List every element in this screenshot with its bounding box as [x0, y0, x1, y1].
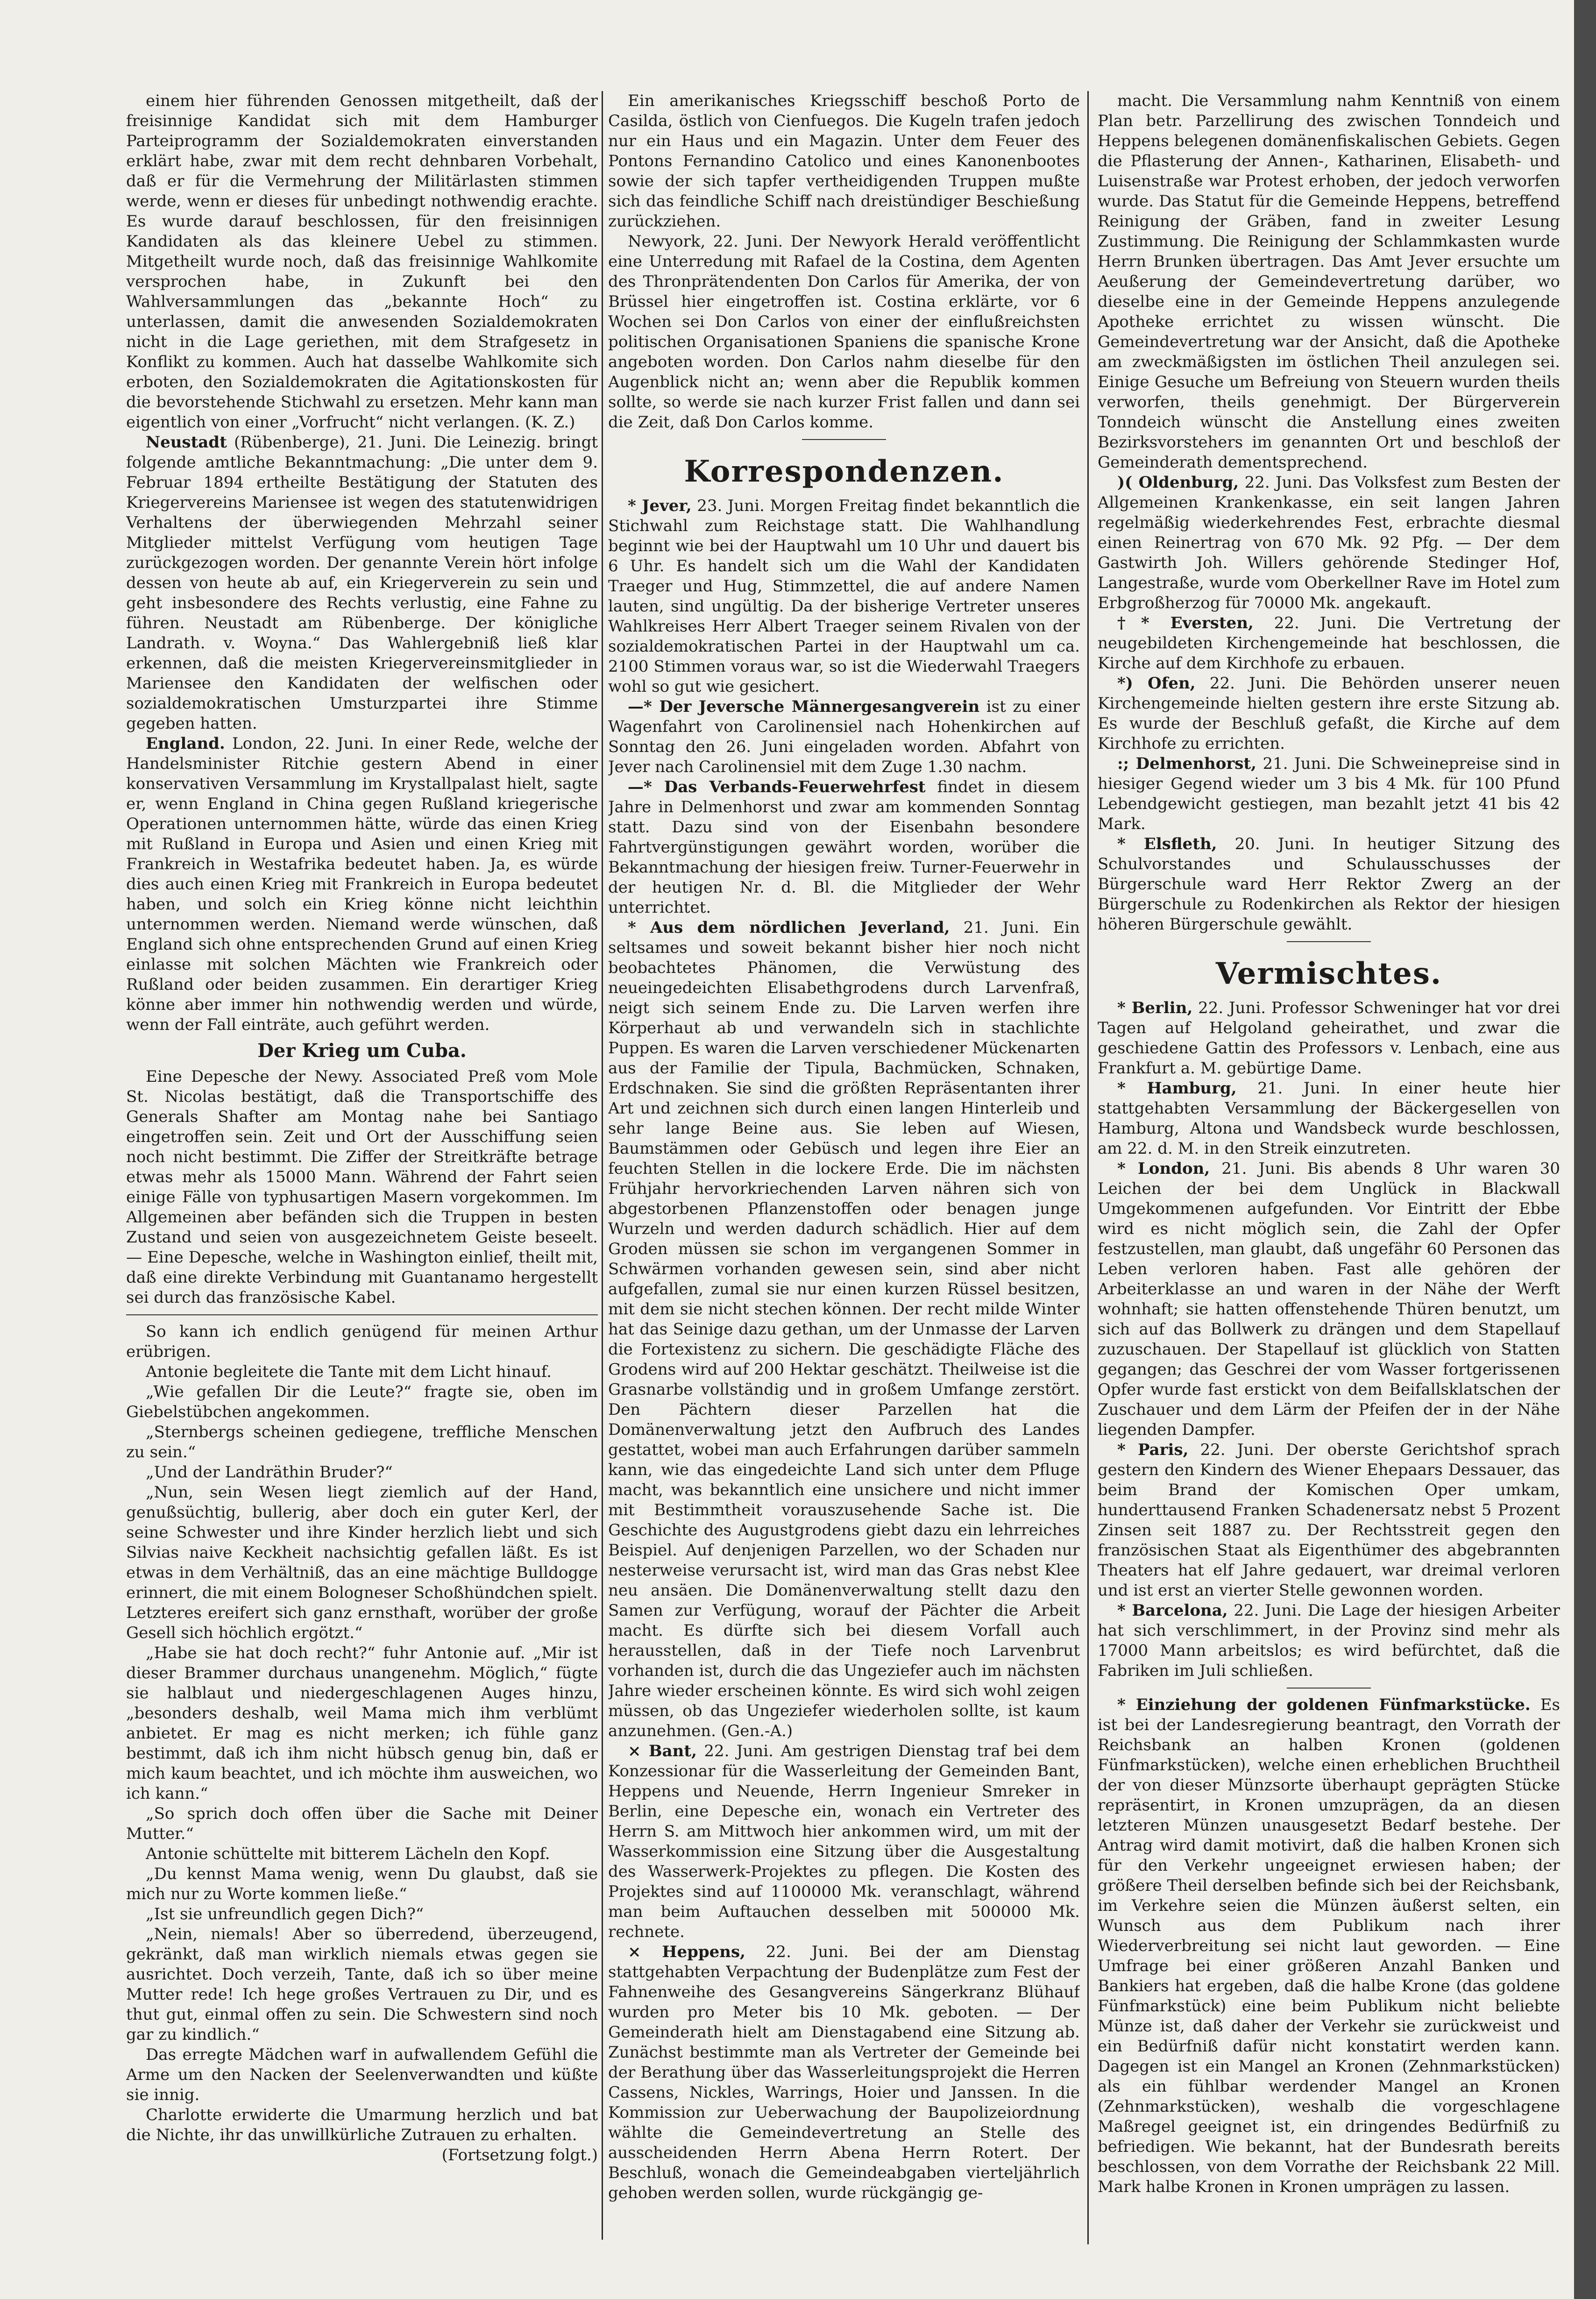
article-text: 21. Juni. Ein seltsames und soweit bekannt bisher hier noch nicht beobachtetes Phänomen, die Verwüstung des neueingedeichten Elisabethgrodens durch Larvenfraß, neigt sich seinem Ende zu. Die Larven werfen ihre Körperhaut ab und verwandeln sich in stachlichte Puppen. Es waren die Larven verschiedener Mückenarten aus der Familie der Tipula, Bachmücken, Schnaken, Erdschnaken. Sie sind die größten Repräsentanten ihrer Art und zeichnen sich durch einen langen Hinterleib und sehr lange Beine aus. Sie leben auf Wiesen, Baumstämmen oder Gebüsch und legen ihre Eier an feuchten Stellen in die lockere Erde. Die im nächsten Frühjahr hervorkriechenden Larven nähren sich von abgestorbenen Pflanzenstoffen oder benagen junge Wurzeln und werden dadurch schädlich. Hier auf dem Groden müssen sie schon im vergangenen Sommer in Schwärmen vorhanden gewesen sein, sind aber nicht aufgefallen, zumal sie nur einen kurzen Rüssel besitzen, mit dem sie nicht stechen können. Der recht milde Winter hat das Seinige dazu gethan, um der Unmasse der Larven die Fortexistenz zu sichern. Die geschädigte Fläche des Grodens wird auf 200 Hektar geschätzt. Theilweise ist die Grasnarbe vollständig und in großem Umfange zerstört. Den Pächtern dieser Parzellen hat die Domänenverwaltung jetzt den Aufbruch des Landes gestattet, wobei man auch Erfahrungen darüber sammeln kann, wie das eingedeichte Land sich unter dem Pfluge macht, was bekanntlich eine unsichere und nicht immer mit Bestimmtheit vorauszusehende Sache ist. Die Geschichte des Augustgrodens giebt dazu ein lehrreiches Beispiel. Auf denjenigen Parzellen, wo der Schaden nur nesterweise verursacht ist, wird man das Gras nebst Klee neu ansäen. Die Domänenverwaltung stellt dazu den Samen zur Verfügung, worauf der Pächter die Arbeit macht. Es dürfte sich bei diesem Vorfall auch herausstellen, daß in der Tiefe noch Larvenbrut vorhanden ist, durch die das Ungeziefer auch im nächsten Jahre wieder erscheinen könnte. Es wird sich wohl zeigen müssen, ob das Ungeziefer wiederholen sollte, ist kaum anzunehmen. (Gen.-A.) [608, 918, 1080, 1740]
article-paragraph [608, 496, 1080, 697]
dateline: †* Eversten, [1117, 614, 1254, 632]
column-rule-2 [1087, 91, 1089, 2244]
dateline: )( Oldenburg, [1117, 473, 1239, 492]
article-paragraph [608, 1942, 1080, 2203]
article-paragraph [1098, 1440, 1560, 1601]
article-paragraph [608, 697, 1080, 777]
feuilleton-paragraph: „Ist sie unfreundlich gegen Dich?“ [146, 1905, 424, 1923]
dateline: * Aus dem nördlichen Jeverland, [628, 918, 950, 937]
article-text: (Rübenberge), 21. Juni. Die Leinezig. bringt folgende amtliche Bekanntmachung: „Die unter dem 9. Februar 1894 ertheilte Bestätigung der Statuten des Kriegervereins Mariensee ist wegen des statutenwidrigen Verhaltens der überwiegenden Mehrzahl seiner Mitglieder mittelst Verfügung vom heutigen Tage zurückgezogen worden. Der genannte Verein hört infolge dessen von heute ab auf, ein Kriegerverein zu sein und geht insbesondere des Rechts verlustig, eine Fahne zu führen. Neustadt am Rübenberge. Der königliche Landrath. v. Woyna.“ Das Wahlergebniß ließ klar erkennen, daß die meisten Kriegervereinsmitglieder in Mariensee den Kandidaten der welfischen oder sozialdemokratischen Umsturzpartei ihre Stimme gegeben hatten. [126, 433, 598, 733]
section-heading-vermischtes: Vermischtes. [1215, 956, 1442, 991]
article-text: 22. Juni. Die Behörden unserer neuen Kirchengemeinde hielten gestern ihre erste Sitzung ab. Es wurde der Beschluß gefaßt, die Kirche auf dem Kirchhofe zu errichten. [1098, 674, 1560, 753]
dateline: * Elsfleth, [1117, 835, 1217, 853]
dateline: * Berlin, [1117, 999, 1193, 1017]
article-paragraph [1098, 834, 1560, 935]
feuilleton-paragraph: Charlotte erwiderte die Umarmung herzlich und bat die Nichte, ihr das unwillkürliche Zutrauen zu erhalten. [126, 2106, 598, 2144]
article-paragraph: einem hier führenden Genossen mitgetheilt, daß der freisinnige Kandidat sich mit dem Hamburger Parteiprogramm der Sozialdemokraten einverstanden erklärt habe, zwar mit dem recht dehnbaren Vorbehalt, daß er für die Vermehrung der Militärlasten stimmen werde, wenn er dieses für unbedingt nothwendig erachte. Es wurde darauf beschlossen, für den freisinnigen Kandidaten als das kleinere Uebel zu stimmen. Mitgetheilt wurde noch, daß das freisinnige Wahlkomite versprochen habe, in Zukunft bei den Wahlversammlungen das „bekannte Hoch“ zu unterlassen, damit die anwesenden Sozialdemokraten nicht in die Lage geriethen, mit dem Strafgesetz in Konflikt zu kommen. Auch hat dasselbe Wahlkomite sich erboten, den Sozialdemokraten die Agitationskosten für die bevorstehende Stichwahl zu ersetzen. Mehr kann man eigentlich von einer „Vorfrucht“ nicht verlangen. (K. Z.) [126, 92, 598, 432]
feuilleton-paragraph: „Habe sie hat doch recht?“ fuhr Antonie auf. „Mir ist dieser Brammer durchaus unangenehm. Möglich,“ fügte sie halblaut und niedergeschlagenen Auges hinzu, „besonders deshalb, weil Mama mich ihm verblümt anbietet. Er mag es nicht merken; ich fühle ganz bestimmt, daß ich ihm nicht hübsch genug bin, daß er mich kaum beachtet, und ich möchte ihm ausweichen, wo ich kann.“ [126, 1644, 598, 1803]
article-paragraph [126, 433, 598, 734]
article-text: ist zu einer Wagenfahrt von Carolinensiel nach Hohenkirchen auf Sonntag den 26. Juni eingeladen worden. Abfahrt von Jever nach Carolinensiel mit dem Zuge 1.30 nachm. [608, 697, 1080, 776]
dateline: ⨯ Heppens, [628, 1943, 745, 1961]
article-paragraph [1098, 674, 1560, 754]
scan-edge [1574, 0, 1596, 2299]
dateline: * London, [1117, 1159, 1210, 1178]
article-paragraph: Ein amerikanisches Kriegsschiff beschoß Porto de Casilda, östlich von Cienfuegos. Die Kugeln trafen jedoch nur ein Haus und ein Magazin. Unter dem Feuer des Pontons Fernandino Catolico und eines Kanonenbootes sowie der sich tapfer vertheidigenden Truppen mußte sich das feindliche Schiff nach dreistündiger Beschießung zurückziehen. [608, 92, 1080, 231]
article-paragraph [1098, 613, 1560, 674]
article-text: 21. Juni. Bis abends 8 Uhr waren 30 Leichen der bei dem Unglück in Blackwall Umgekommenen aufgefunden. Vor Eintritt der Ebbe wird es nicht möglich sein, die Zahl der Opfer festzustellen, man glaubt, daß ungefähr 60 Personen das Leben verloren haben. Fast alle gehören der Arbeiterklasse an und waren in der Nähe der Werft wohnhaft; sie hatten offenstehende Thüren benutzt, um sich auf das Bollwerk zu drängen und dem Stapellauf zuzuschauen. Der Stapellauf ist glücklich von Statten gegangen; das Geschrei der vom Wasser fortgerissenen Opfer wurde fast erstickt von dem Beifallsklatschen der Zuschauer und dem Lärm der Pfeifen der in der Nähe liegenden Dampfer. [1098, 1159, 1560, 1439]
article-paragraph: Newyork, 22. Juni. Der Newyork Herald veröffentlicht eine Unterredung mit Rafael de la Costina, dem Agenten des Thronprätendenten Don Carlos für Amerika, der von Brüssel hier eingetroffen ist. Costina erklärte, vor 6 Wochen sei Don Carlos von einer der einflußreichsten politischen Organisationen Spaniens die spanische Krone angeboten worden. Don Carlos nahm dieselbe für den Augenblick nicht an; wenn aber die Republik kommen sollte, so werde sie nach kurzer Frist fallen und dann sei die Zeit, daß Don Carlos komme. [608, 232, 1080, 432]
article-paragraph [1098, 473, 1560, 613]
continuation-note: (Fortsetzung folgt.) [441, 2146, 598, 2164]
article-paragraph [1098, 1159, 1560, 1440]
article-text: 22. Juni. Das Volksfest zum Besten der Allgemeinen Krankenkasse, ein seit langen Jahren regelmäßig wiederkehrendes Fest, erbrachte diesmal einen Reinertrag von 670 Mk. 92 Pfg. — Der dem Gastwirth Joh. Willers gehörende Stedinger Hof, Langestraße, wurde vom Oberkellner Rave im Hotel zum Erbgroßherzog für 70000 Mk. angekauft. [1098, 473, 1560, 612]
section-heading-cuba: Der Krieg um Cuba. [257, 1040, 467, 1062]
feuilleton-paragraph: „Wie gefallen Dir die Leute?“ fragte sie, oben im Giebelstübchen angekommen. [126, 1383, 598, 1421]
article-paragraph [1098, 1695, 1560, 2197]
feuilleton-paragraph: „Du kennst Mama wenig, wenn Du glaubst, daß sie mich nur zu Worte kommen ließe.“ [126, 1865, 598, 1903]
dateline: —* Das Verbands-Feuerwehrfest [628, 778, 926, 796]
article-paragraph [1098, 998, 1560, 1079]
article-text: Es ist bei der Landesregierung beantragt, den Vorrath der Reichsbank an halben Kronen (goldenen Fünfmarkstücken), welche einen erheblichen Bruchtheil der von dieser Münzsorte überhaupt geprägten Stücke repräsentirt, in Kronen umzuprägen, da an diesen letzteren Münzen unausgesetzt Bedarf bestehe. Der Antrag wird damit motivirt, daß die halben Kronen sich für den Verkehr ungeeignet erwiesen haben; der größere Theil derselben befinde sich bei der Reichsbank, im Verkehre seien die Münzen äußerst selten, ein Wunsch aus dem Publikum nach ihrer Wiederverbreitung sei nicht laut geworden. — Eine Umfrage bei einer größeren Anzahl Banken und Bankiers hat ergeben, daß die halbe Krone (das goldene Fünfmarkstück) eine beim Publikum nicht beliebte Münze ist, daß daher der Verkehr sie zurückweist und ein Bedürfniß dafür nicht konstatirt werden kann. Dagegen ist ein Mangel an Kronen (Zehnmarkstücken) als ein fühlbar werdender Mangel an Kronen (Zehnmarkstücken), weshalb die vorgeschlagene Maßregel geeignet ist, ein dringendes Bedürfniß zu befriedigen. Wie bekannt, hat der Bundesrath bereits beschlossen, von dem Vorrathe der Reichsbank 22 Mill. Mark halbe Kronen in Kronen umprägen zu lassen. [1098, 1696, 1560, 2196]
dateline: *) Ofen, [1117, 674, 1196, 693]
dateline: :; Delmenhorst, [1117, 754, 1256, 773]
dateline: * Barcelona, [1117, 1601, 1228, 1620]
article-text: London, 22. Juni. In einer Rede, welche der Handelsminister Ritchie gestern Abend in einer konservativen Versammlung im Krystallpalast hielt, sagte er, wenn England in China gegen Rußland kriegerische Operationen unternommen hätte, würde das einen Krieg mit Rußland in Europa und Asien und einen Krieg mit Frankreich in Westafrika bedeutet haben. Ja, es würde dies auch einen Krieg mit Frankreich in Europa bedeutet haben, und solch ein Krieg könne nicht leichthin unternommen werden. Niemand werde wünschen, daß England sich ohne entsprechenden Grund auf einen Krieg einlasse mit solchen Mächten wie Frankreich oder Rußland oder beiden zusammen. Ein derartiger Krieg könne aber immer hin nothwendig werden und würde, wenn der Fall einträte, auch geführt werden. [126, 734, 598, 1034]
feuilleton-paragraph: Antonie schüttelte mit bitterem Lächeln den Kopf. [146, 1845, 550, 1863]
article-text: 22. Juni. Die Lage der hiesigen Arbeiter hat sich verschlimmert, in der Provinz sind mehr als 17000 Mann arbeitslos; es wird befürchtet, daß die Fabriken im Juli schließen. [1098, 1601, 1560, 1680]
article-text: 21. Juni. In einer heute hier stattgehabten Versammlung der Bäckergesellen von Hamburg, Altona und Wandsbeck wurde beschlossen, am 22. d. M. in den Streik einzutreten. [1098, 1079, 1560, 1158]
column-left [126, 91, 598, 2240]
section-heading-korrespondenzen: Korrespondenzen. [684, 454, 1004, 489]
feuilleton-separator [126, 1314, 598, 1315]
article-text: 20. Juni. In heutiger Sitzung des Schulvorstandes und Schulausschusses der Bürgerschule ward Herr Rektor Zwerg an der Bürgerschule zu Rodenkirchen als Rektor der hiesigen höheren Bürgerschule gewählt. [1098, 835, 1560, 934]
article-paragraph [608, 1741, 1080, 1942]
section-divider [1287, 941, 1371, 942]
article-paragraph [608, 777, 1080, 918]
dateline: England. [146, 734, 225, 753]
article-text: findet in diesem Jahre in Delmenhorst und zwar am kommenden Sonntag statt. Dazu sind von der Eisenbahn besondere Fahrtvergünstigungen gewährt worden, worüber die Bekanntmachung der hiesigen freiw. Turner-Feuerwehr in der heutigen Nr. d. Bl. die Mitglieder der Wehr unterrichtet. [608, 778, 1080, 917]
column-right [1098, 91, 1560, 2221]
dateline: Neustadt [146, 433, 227, 452]
feuilleton-paragraph: „Nein, niemals! Aber so überredend, überzeugend, gekränkt, daß man wirklich niemals etwas gegen sie ausrichtet. Doch verzeih, Tante, daß ich so über meine Mutter rede! Ich hege großes Vertrauen zu Dir, und es thut gut, einmal offen zu sein. Die Schwestern sind noch gar zu kindlich.“ [126, 1925, 598, 2044]
article-paragraph [126, 734, 598, 1035]
feuilleton-paragraph: So kann ich endlich genügend für meinen Arthur erübrigen. [126, 1322, 598, 1361]
dateline: * Paris, [1117, 1440, 1189, 1459]
feuilleton-paragraph: „Sternbergs scheinen gediegene, treffliche Menschen zu sein.“ [126, 1423, 598, 1462]
column-middle [608, 91, 1080, 2244]
dateline: * Jever, [628, 497, 692, 515]
section-divider [802, 439, 886, 440]
feuilleton-paragraph: „Nun, sein Wesen liegt ziemlich auf der Hand, genußsüchtig, bullerig, aber doch ein guter Kerl, der seine Schwester und ihre Kinder herzlich liebt und sich Silvias naive Keckheit nachsichtig gefallen läßt. Es ist etwas in dem Verhältniß, das an eine mächtige Bulldogge erinnert, die mit einem Bologneser Schoßhündchen spielt. Letzteres ereifert sich ganz ernsthaft, worüber der große Gesell sich höchlich ergötzt.“ [126, 1483, 598, 1642]
column-rule-1 [602, 91, 603, 2240]
feuilleton-paragraph: „Und der Landräthin Bruder?“ [146, 1463, 393, 1482]
article-paragraph: macht. Die Versammlung nahm Kenntniß von einem Plan betr. Parzellirung des zwischen Tonndeich und Heppens belegenen domänenfiskalischen Gebiets. Gegen die Pflasterung der Annen-, Katharinen, Elisabeth- und Luisenstraße war Protest erhoben, der jedoch verworfen wurde. Das Statut für die Gemeinde Heppens, betreffend Reinigung der Gräben, fand in zweiter Lesung Zustimmung. Die Reinigung der Schlammkasten wurde Herrn Brunken übertragen. Das Amt Jever ersuchte um Aeußerung der Gemeindevertretung darüber, wo dieselbe eine in der Gemeinde Heppens anzulegende Apotheke errichtet zu wissen wünscht. Die Gemeindevertretung war der Ansicht, daß die Apotheke am zweckmäßigsten im östlichen Theil anzulegen sei. Einige Gesuche um Befreiung von Steuern wurden theils verworfen, theils genehmigt. Der Bürgerverein Tonndeich wünscht die Anstellung eines zweiten Bezirksvorstehers im genannten Ort und beschloß der Gemeinderath dementsprechend. [1098, 92, 1560, 472]
article-paragraph: Eine Depesche der Newy. Associated Preß vom Mole St. Nicolas bestätigt, daß die Transportschiffe des Generals Shafter am Montag nahe bei Santiago eingetroffen sein. Zeit und Ort der Ausschiffung seien noch nicht bestimmt. Die Ziffer der Streitkräfte betrage etwas mehr als 15000 Mann. Während der Fahrt seien einige Fälle von typhusartigen Masern vorgekommen. Im Allgemeinen aber befänden sich die Truppen in besten Zustand und seien von ausgezeichnetem Geiste beseelt. — Eine Depesche, welche in Washington einlief, theilt mit, daß eine direkte Verbindung mit Guantanamo hergestellt sei durch das französische Kabel. [126, 1067, 598, 1307]
article-text: 22. Juni. Der oberste Gerichtshof sprach gestern den Kindern des Wiener Ehepaars Dessauer, das beim Brand der Komischen Oper umkam, hunderttausend Franken Schadenersatz nebst 5 Prozent Zinsen seit 1887 zu. Der Rechtsstreit gegen den französischen Staat als Eigenthümer des abgebrannten Theaters hat elf Jahre gedauert, war dreimal verloren und ist erst an vierter Stelle gewonnen worden. [1098, 1440, 1560, 1600]
article-paragraph [1098, 754, 1560, 834]
article-text: 22. Juni. Am gestrigen Dienstag traf bei dem Konzessionar für die Wasserleitung der Gemeinden Bant, Heppens und Neuende, Herrn Ingenieur Smreker in Berlin, eine Depesche ein, wonach ein Vertreter des Herrn S. am Mittwoch hier ankommen wird, um mit der Wasserkommission eine Sitzung über die Ausgestaltung des Wasserwerk-Projektes zu pflegen. Die Kosten des Projektes sind auf 1100000 Mk. veranschlagt, während man beim Auftauchen desselben mit 500000 Mk. rechnete. [608, 1742, 1080, 1941]
dateline: —* Der Jeversche Männergesangverein [628, 697, 980, 716]
dateline: * Einziehung der goldenen Fünfmarkstücke. [1117, 1696, 1531, 1714]
feuilleton-paragraph: „So sprich doch offen über die Sache mit Deiner Mutter.“ [126, 1804, 598, 1843]
article-text: 21. Juni. Die Schweinepreise sind in hiesiger Gegend wieder um 3 bis 4 Mk. für 100 Pfund Lebendgewicht gestiegen, man bezahlt jetzt 41 bis 42 Mark. [1098, 754, 1560, 833]
article-text: 22. Juni. Professor Schweninger hat vor drei Tagen auf Helgoland geheirathet, und zwar die geschiedene Gattin des Professors v. Lenbach, eine aus Frankfurt a. M. gebürtige Dame. [1098, 999, 1560, 1078]
article-paragraph [1098, 1079, 1560, 1159]
article-text: 22. Juni. Bei der am Dienstag stattgehabten Verpachtung der Budenplätze zum Fest der Fahnenweihe des Gesangvereins Sängerkranz Blühauf wurden pro Meter bis 10 Mk. geboten. — Der Gemeinderath hielt am Dienstagabend eine Sitzung ab. Zunächst bestimmte man als Vertreter der Gemeinde bei der Berathung über das Wasserleitungsprojekt die Herren Cassens, Nickles, Warrings, Hoier und Janssen. In die Kommission zur Ueberwachung der Baupolizeiordnung wählte die Gemeindevertretung an Stelle des ausscheidenden Herrn Abena Herrn Rotert. Der Beschluß, wonach die Gemeindeabgaben vierteljährlich gehoben werden sollen, wurde rückgängig ge- [608, 1943, 1080, 2202]
feuilleton-paragraph: Antonie begleitete die Tante mit dem Licht hinauf. [146, 1362, 552, 1381]
dateline: ⨯ Bant, [628, 1742, 697, 1760]
article-paragraph [608, 918, 1080, 1741]
dateline: * Hamburg, [1117, 1079, 1237, 1098]
article-text: 22. Juni. Die Vertretung der neugebildeten Kirchengemeinde hat beschlossen, die Kirche auf dem Kirchhofe zu erbauen. [1098, 614, 1560, 673]
section-divider [1287, 1688, 1371, 1689]
article-text: 23. Juni. Morgen Freitag findet bekanntlich die Stichwahl zum Reichstage statt. Die Wahlhandlung beginnt wie bei der Hauptwahl um 10 Uhr und dauert bis 6 Uhr. Es handelt sich um die Wahl der Kandidaten Traeger und Hug, Stimmzettel, die auf andere Namen lauten, sind ungültig. Da der bisherige Vertreter unseres Wahlkreises Herr Albert Traeger seinem Rivalen von der sozialdemokratischen Partei in der Hauptwahl um ca. 2100 Stimmen voraus war, so ist die Wiederwahl Traegers wohl so gut wie gesichert. [608, 497, 1080, 696]
article-paragraph [1098, 1601, 1560, 1681]
feuilleton-paragraph: Das erregte Mädchen warf in aufwallendem Gefühl die Arme um den Nacken der Seelenverwandten und küßte sie innig. [126, 2045, 598, 2104]
